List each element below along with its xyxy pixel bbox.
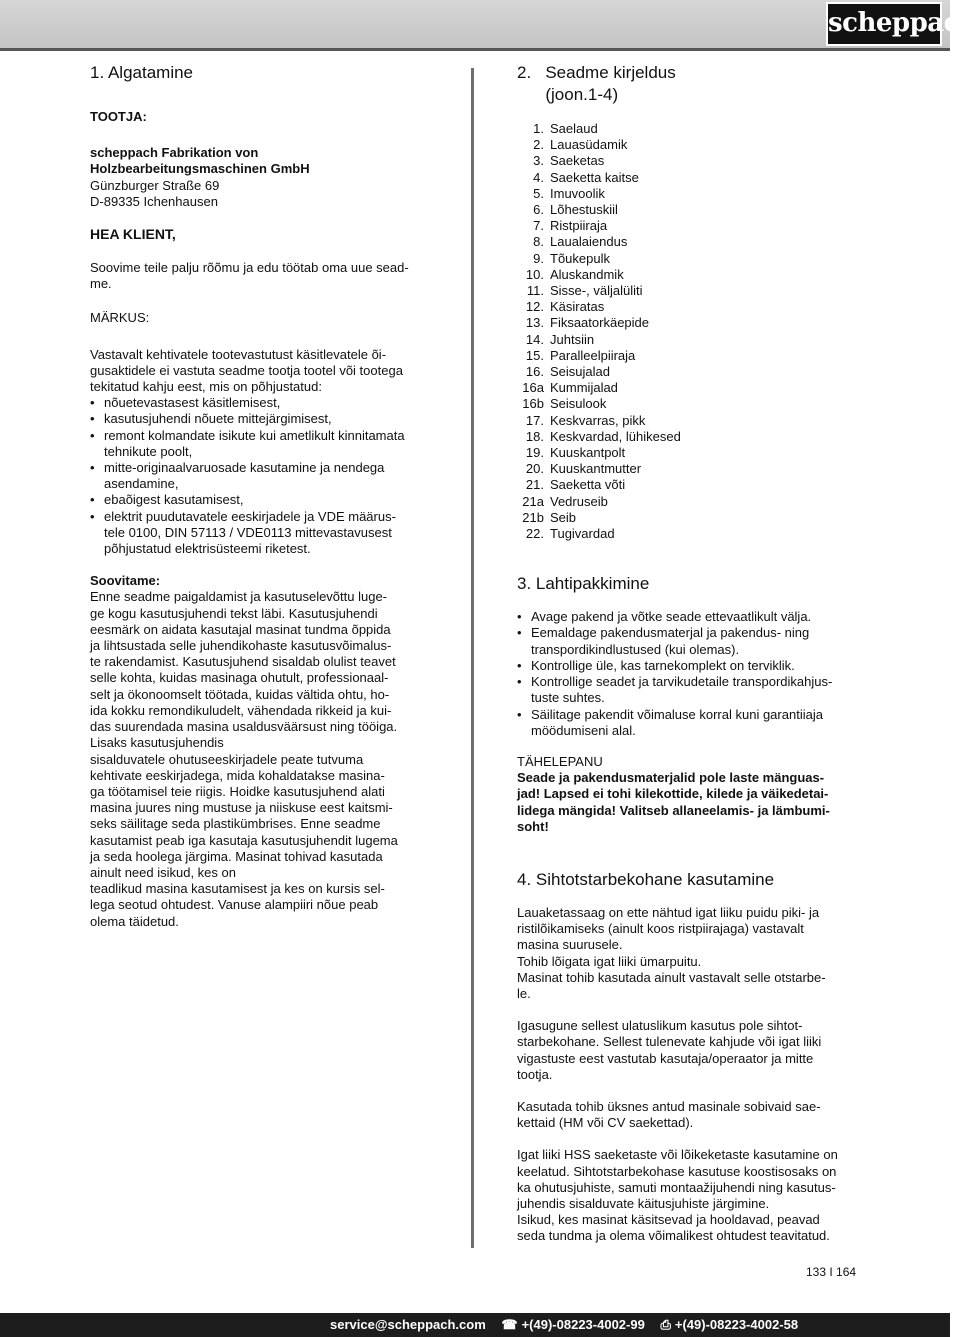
list-item: • Eemaldage pakendusmaterjal ja pakendus- ning transpordikindlustused (kui olemas). <box>517 625 862 657</box>
part-label: Aluskandmik <box>550 266 624 282</box>
part-label: Kuuskantmutter <box>550 461 642 477</box>
part-number: 16. <box>525 364 544 380</box>
section-3-title: 3. Lahtipakkimine <box>517 574 650 594</box>
section-1-title: 1. Algatamine <box>90 63 194 82</box>
part-number: 19. <box>525 445 544 461</box>
part-label: Fiksaatorkäepide <box>550 315 649 331</box>
part-label: Vedruseib <box>550 493 608 509</box>
parts-list-item <box>517 461 862 477</box>
wish-text: Soovime teile palju rõõmu ja edu töötab oma uue sead- me. <box>90 260 409 292</box>
part-label: Ristpiiraja <box>550 218 608 234</box>
list-item: • nõuetevastasest käsitlemisest, <box>90 395 435 411</box>
page-number: 133 I 164 <box>806 1265 857 1279</box>
part-number: 13. <box>525 315 544 331</box>
right-column <box>517 62 862 1245</box>
part-number: 4. <box>533 169 544 185</box>
part-number: 2. <box>533 137 544 153</box>
part-label: Kummijalad <box>550 380 618 396</box>
part-label: Sisse-, väljalüliti <box>550 283 643 299</box>
manufacturer-label: TOOTJA: <box>90 109 147 124</box>
list-item: • ebaõigest kasutamisest, <box>90 492 435 508</box>
list-item: • Kontrollige seadet ja tarvikudetaile transpordikahjus- tuste suhtes. <box>517 674 862 706</box>
parts-list-item <box>517 267 862 283</box>
parts-list-item <box>517 364 862 380</box>
company-name-line2: Holzbearbeitungsmaschinen GmbH <box>90 161 310 177</box>
part-number: 16b <box>522 396 544 412</box>
part-label: Seib <box>550 509 577 525</box>
part-number: 17. <box>525 412 544 428</box>
parts-list-item <box>517 477 862 493</box>
section-2-title: 2. Seadme kirjeldus (joon.1-4) <box>517 63 676 104</box>
part-label: Laualaiendus <box>550 234 628 250</box>
parts-list-item <box>517 137 862 153</box>
header-bar <box>0 0 950 48</box>
part-label: Juhtsiin <box>550 331 595 347</box>
part-number: 14. <box>525 331 544 347</box>
part-label: Lauasüdamik <box>550 137 628 153</box>
part-number: 12. <box>525 299 544 315</box>
part-number: 16a <box>522 380 544 396</box>
part-number: 5. <box>533 185 544 201</box>
list-item: • kasutusjuhendi nõuete mittejärgimisest, <box>90 411 435 427</box>
parts-list-item <box>517 315 862 331</box>
list-item: • Avage pakend ja võtke seade ettevaatlikult välja. <box>517 609 862 625</box>
part-label: Saelaud <box>550 121 598 136</box>
part-label: Saeketta kaitse <box>550 169 639 185</box>
footer-phone: +(49)-08223-4002-99 <box>521 1317 645 1332</box>
intended-use-paragraph-3: Kasutada tohib üksnes antud masinale sobivaid sae- kettaid (HM või CV saekettad). <box>517 1098 821 1131</box>
part-label: Keskvardad, lühikesed <box>550 428 681 444</box>
section-4-title: 4. Sihtotstarbekohane kasutamine <box>517 869 775 889</box>
footer-fax: +(49)-08223-4002-58 <box>674 1317 799 1332</box>
unpacking-list <box>517 609 862 739</box>
intended-use-paragraph-2: Igasugune sellest ulatuslikum kasutus pole sihtot- starbekohane. Sellest tulenevate kahjude või igat liiki vigastuste eest vastutab kasutaja/operaator ja mitte tootja. <box>517 1018 822 1082</box>
caution-label: TÄHELEPANU <box>517 753 603 769</box>
part-label: Keskvarras, pikk <box>550 412 646 428</box>
parts-list-item <box>517 186 862 202</box>
parts-list-item <box>517 396 862 412</box>
parts-list-item <box>517 202 862 218</box>
parts-list-item <box>517 283 862 299</box>
part-number: 15. <box>525 347 544 363</box>
part-label: Seisulook <box>550 396 607 412</box>
part-number: 10. <box>525 266 544 282</box>
parts-list-item <box>517 234 862 250</box>
scheppach-logo: scheppach <box>826 2 942 46</box>
list-item: • Säilitage pakendit võimaluse korral kuni garantiiaja möödumiseni alal. <box>517 707 862 739</box>
part-label: Imuvoolik <box>550 185 605 201</box>
company-street: Günzburger Straße 69 <box>90 177 220 193</box>
part-number: 21. <box>525 477 544 493</box>
company-city: D-89335 Ichenhausen <box>90 193 218 209</box>
recommend-label: Soovitame: <box>90 573 161 589</box>
parts-list-item <box>517 413 862 429</box>
parts-list-item <box>517 445 862 461</box>
list-item: • remont kolmandate isikute kui ametlikult kinnitamata tehnikute poolt, <box>90 428 435 460</box>
part-number: 6. <box>533 202 544 218</box>
part-label: Tõukepulk <box>550 250 610 266</box>
parts-list-item <box>517 494 862 510</box>
part-number: 22. <box>525 526 544 542</box>
parts-list-item <box>517 429 862 445</box>
footer-email[interactable]: service@scheppach.com <box>330 1317 486 1332</box>
column-divider <box>471 68 474 1248</box>
list-item: • elektrit puudutavatele eeskirjadele ja VDE määrus- tele 0100, DIN 57113 / VDE0113 mittevastavusest põhjustatud elektrisüsteemi riketest. <box>90 509 435 558</box>
part-number: 9. <box>533 250 544 266</box>
part-number: 18. <box>525 428 544 444</box>
liability-intro: Vastavalt kehtivatele tootevastutust käsitlevatele õi- gusaktidele ei vastuta seadme tootja tootel või tootega tekitatud kahju eest, mis on põhjustatud: <box>90 346 403 395</box>
parts-list-item <box>517 332 862 348</box>
parts-list-item <box>517 526 862 542</box>
part-number: 21b <box>522 509 544 525</box>
notice-label: MÄRKUS: <box>90 310 150 326</box>
recommend-text: Enne seadme paigaldamist ja kasutuselevõttu luge- ge kogu kasutusjuhendi tekst läbi. Kasutusjuhendi eesmärk on aidata kasutajal masinat tundma õppida ja lihtsustada selle juhendikohaste kasutusvõimalus- te rakendamist. Kasutusjuhend sisaldab olulist teavet selle kohta, kuidas masinaga ohutult, professionaal- selt ja ökonoomselt töötada, kuidas vältida ohtu, ho- ida kokku remondikuludelt, vähendada rikkeid ja kui- das suurendada masina usaldusväärsust ning tööiga. Lisaks kasutusjuhendis sisalduvatele ohutuseeskirjadele peate tutvuma kehtivate eeskirjadega, mida kohaldatakse masina- ga töötamisel teie riigis. Hoidke kasutusjuhend alati masina juures ning mustuse ja niiskuse eest kaitsmi- seks säilitage seda plastikümbrises. Enne seadme kasutamist peab iga kasutaja kasutusjuhendit lugema ja seda hoolega järgima. Masinat tohivad kasutada ainult need isikud, kes on teadlikud masina kasutamisest ja kes on kursis sel- lega seotud ohtudest. Vanuse alampiiri nõue peab olema täidetud. <box>90 589 398 929</box>
list-item: • Kontrollige üle, kas tarnekomplekt on terviklik. <box>517 658 862 674</box>
part-label: Lõhestuskiil <box>550 202 618 218</box>
company-name-line1: scheppach Fabrikation von <box>90 145 259 161</box>
parts-list-item <box>517 153 862 169</box>
part-label: Paralleelpiiraja <box>550 347 636 363</box>
part-label: Saeketta võti <box>550 477 626 493</box>
parts-list <box>517 121 862 542</box>
part-number: 20. <box>525 461 544 477</box>
phone-icon: ☎ <box>501 1317 518 1332</box>
part-label: Saeketas <box>550 153 605 169</box>
parts-list-item <box>517 299 862 315</box>
liability-list <box>90 395 435 557</box>
intended-use-paragraph-4: Igat liiki HSS saeketaste või lõikeketaste kasutamine on keelatud. Sihtotstarbekohase kasutuse koostisosaks on ka ohutusjuhiste, samuti montaažijuhendi ning kasutus- juhendis sisalduvate käitusjuhiste järgimine. Isikud, kes masinat käsitsevad ja hooldavad, peavad seda tundma ja olema võimalikest ohtudest teavitatud. <box>517 1147 838 1244</box>
parts-list-item <box>517 348 862 364</box>
part-label: Käsiratas <box>550 299 605 315</box>
left-column <box>90 62 435 930</box>
footer-bar <box>0 1313 950 1337</box>
parts-list-item <box>517 121 862 137</box>
part-number: 3. <box>533 153 544 169</box>
part-number: 1. <box>533 121 544 136</box>
header-shadow-line <box>0 48 950 51</box>
parts-list-item <box>517 380 862 396</box>
fax-icon: ⎙ <box>660 1317 671 1332</box>
part-label: Seisujalad <box>550 364 610 380</box>
parts-list-item <box>517 218 862 234</box>
list-item: • mitte-originaalvaruosade kasutamine ja nendega asendamine, <box>90 460 435 492</box>
greeting: HEA KLIENT, <box>90 226 176 243</box>
part-label: Tugivardad <box>550 526 615 542</box>
part-number: 8. <box>533 234 544 250</box>
parts-list-item <box>517 170 862 186</box>
part-number: 11. <box>526 283 544 299</box>
part-label: Kuuskantpolt <box>550 445 626 461</box>
parts-list-item <box>517 510 862 526</box>
intended-use-paragraph-1: Lauaketassaag on ette nähtud igat liiku puidu piki- ja ristilõikamiseks (ainult koos ristpiirajaga) vastavalt masina suurusele. Tohib lõigata igat liiki ümarpuitu. Masinat tohib kasutada ainult vastavalt selle otstarbe- le. <box>517 904 826 1001</box>
parts-list-item <box>517 251 862 267</box>
part-number: 7. <box>533 218 544 234</box>
part-number: 21a <box>522 493 544 509</box>
caution-text: Seade ja pakendusmaterjalid pole laste mänguas- jad! Lapsed ei tohi kilekottide, kilede ja väikedetai- lidega mängida! Valitseb allaneelamis- ja lämbumi- soht! <box>517 770 830 834</box>
